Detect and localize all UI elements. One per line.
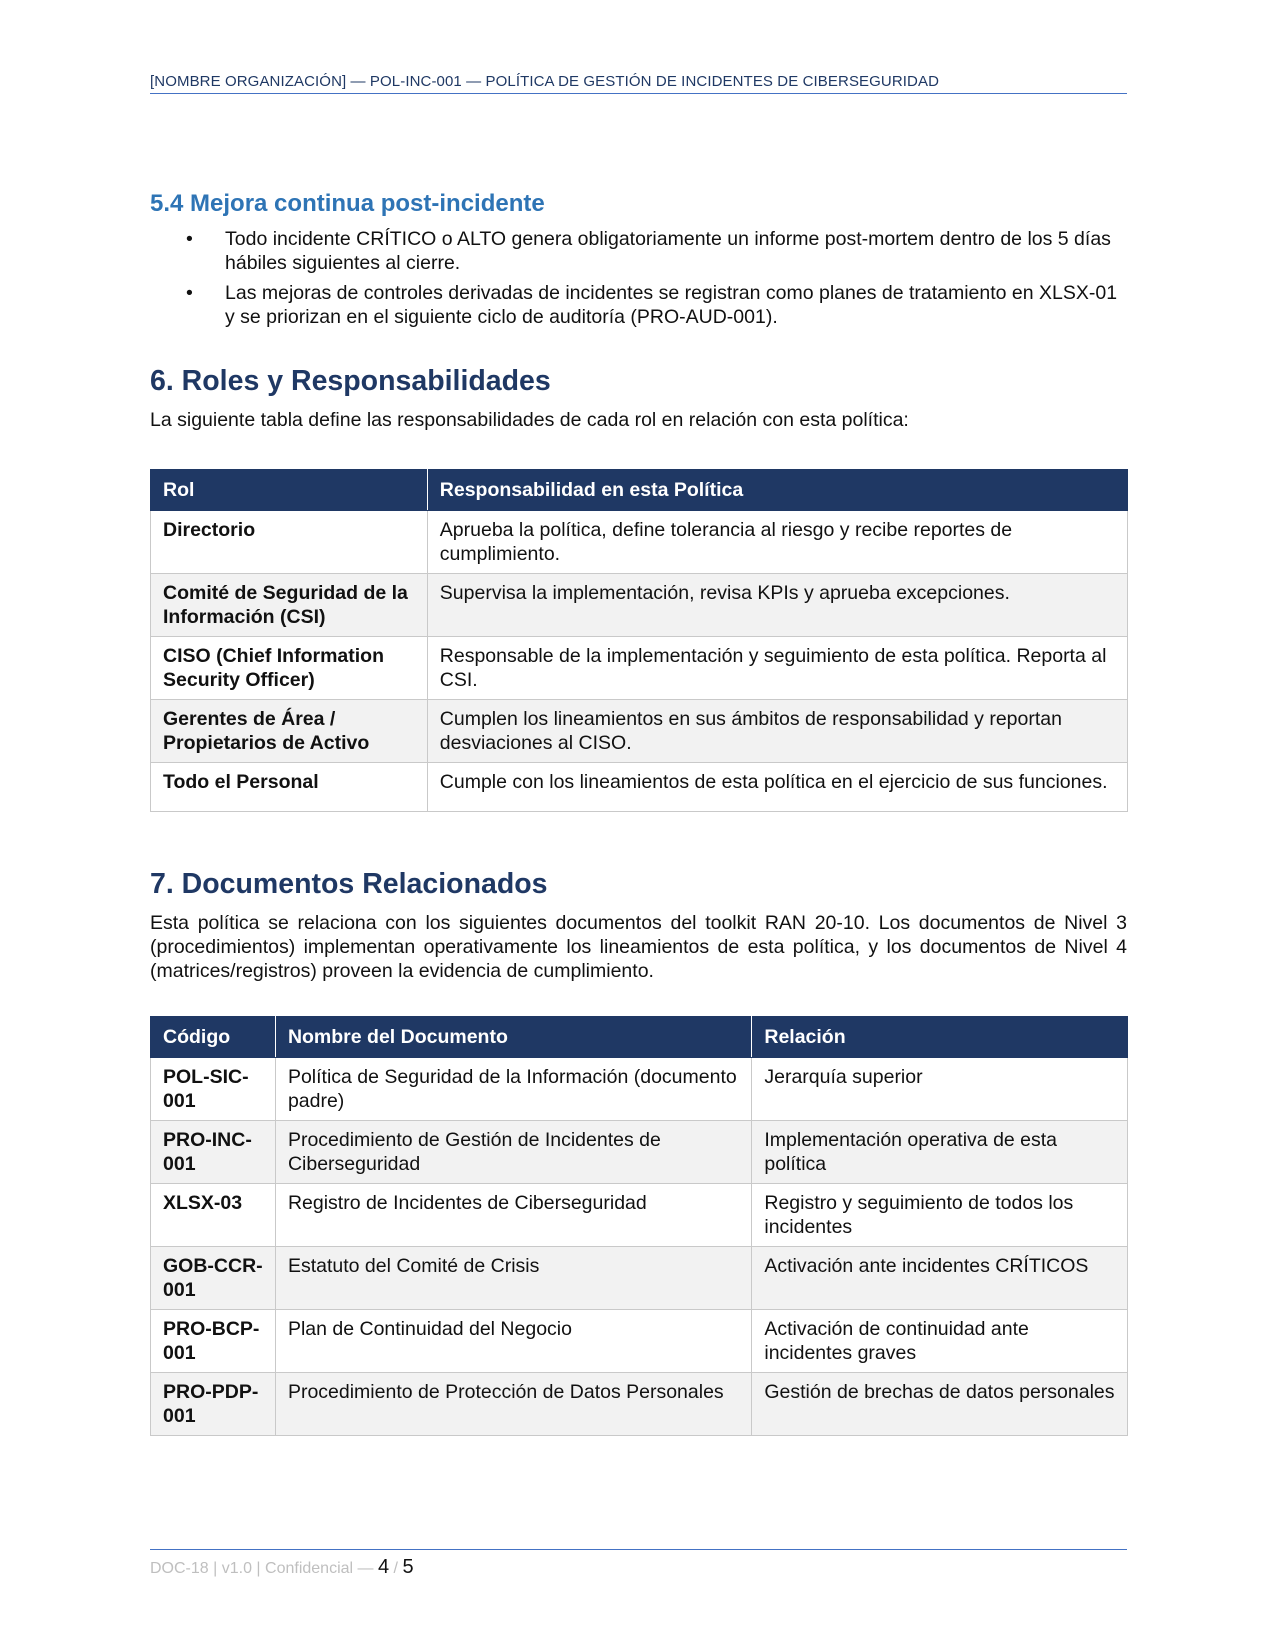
list-item xyxy=(150,227,1127,275)
running-header: [NOMBRE ORGANIZACIÓN] — POL-INC-001 — POLÍTICA DE GESTIÓN DE INCIDENTES DE CIBERSEGURIDAD xyxy=(150,73,1127,94)
section-5-4-title: 5.4 Mejora continua post-incidente xyxy=(150,190,545,217)
doc-name-cell: Procedimiento de Gestión de Incidentes de Ciberseguridad xyxy=(275,1121,751,1184)
footer-divider xyxy=(150,1549,1127,1550)
table-row xyxy=(151,574,1128,637)
list-item xyxy=(150,281,1127,329)
section-7-title: 7. Documentos Relacionados xyxy=(150,868,548,900)
role-cell: Todo el Personal xyxy=(151,763,428,812)
roles-table xyxy=(150,469,1128,812)
role-cell: Gerentes de Área / Propietarios de Activo xyxy=(151,700,428,763)
page-number-total: 5 xyxy=(402,1556,414,1578)
table-header-row xyxy=(151,1017,1128,1058)
table-header-row xyxy=(151,470,1128,511)
responsibility-cell: Responsable de la implementación y seguimiento de esta política. Reporta al CSI. xyxy=(427,637,1127,700)
page-number-separator: / xyxy=(389,1560,403,1577)
role-cell: CISO (Chief Information Security Officer) xyxy=(151,637,428,700)
doc-code-cell: PRO-PDP-001 xyxy=(151,1373,276,1436)
doc-name-cell: Registro de Incidentes de Ciberseguridad xyxy=(275,1184,751,1247)
doc-name-cell: Política de Seguridad de la Información (documento padre) xyxy=(275,1058,751,1121)
doc-relation-cell: Activación de continuidad ante incidentes graves xyxy=(752,1310,1128,1373)
table-row xyxy=(151,1184,1128,1247)
doc-relation-cell: Activación ante incidentes CRÍTICOS xyxy=(752,1247,1128,1310)
section-6-title: 6. Roles y Responsabilidades xyxy=(150,365,551,397)
section-7-intro: Esta política se relaciona con los siguientes documentos del toolkit RAN 20-10. Los documentos de Nivel 3 (procedimientos) implementan operativamente los lineamientos de esta política, y los documentos de Nivel 4 (matrices/registros) proveen la evidencia de cumplimiento. xyxy=(150,912,1127,982)
table-row xyxy=(151,763,1128,812)
table-row xyxy=(151,637,1128,700)
bullet-icon: • xyxy=(186,282,193,304)
responsibility-cell: Cumple con los lineamientos de esta política en el ejercicio de sus funciones. xyxy=(427,763,1127,812)
table-row xyxy=(151,1121,1128,1184)
doc-code-cell: PRO-INC-001 xyxy=(151,1121,276,1184)
responsibility-cell: Aprueba la política, define tolerancia al riesgo y recibe reportes de cumplimiento. xyxy=(427,511,1127,574)
responsibility-cell: Supervisa la implementación, revisa KPIs y aprueba excepciones. xyxy=(427,574,1127,637)
role-cell: Directorio xyxy=(151,511,428,574)
doc-code-cell: POL-SIC-001 xyxy=(151,1058,276,1121)
doc-relation-cell: Jerarquía superior xyxy=(752,1058,1128,1121)
doc-code-cell: XLSX-03 xyxy=(151,1184,276,1247)
doc-name-cell: Plan de Continuidad del Negocio xyxy=(275,1310,751,1373)
table-row xyxy=(151,511,1128,574)
responsibility-cell: Cumplen los lineamientos en sus ámbitos de responsabilidad y reportan desviaciones al CISO. xyxy=(427,700,1127,763)
section-5-4-bullets xyxy=(150,227,1127,335)
bullet-text: Todo incidente CRÍTICO o ALTO genera obligatoriamente un informe post-mortem dentro de los 5 días hábiles siguientes al cierre. xyxy=(225,228,1111,274)
column-header-responsabilidad: Responsabilidad en esta Política xyxy=(427,470,1127,511)
doc-code-cell: GOB-CCR-001 xyxy=(151,1247,276,1310)
footer-doc-info: DOC-18 | v1.0 | Confidencial — xyxy=(150,1560,378,1577)
doc-name-cell: Estatuto del Comité de Crisis xyxy=(275,1247,751,1310)
doc-relation-cell: Implementación operativa de esta política xyxy=(752,1121,1128,1184)
page-number-current: 4 xyxy=(377,1556,390,1578)
table-row xyxy=(151,1310,1128,1373)
role-cell: Comité de Seguridad de la Información (CSI) xyxy=(151,574,428,637)
table-row xyxy=(151,1373,1128,1436)
page-footer xyxy=(150,1556,414,1579)
table-row xyxy=(151,1247,1128,1310)
doc-name-cell: Procedimiento de Protección de Datos Personales xyxy=(275,1373,751,1436)
column-header-codigo: Código xyxy=(151,1017,276,1058)
doc-relation-cell: Registro y seguimiento de todos los incidentes xyxy=(752,1184,1128,1247)
table-row xyxy=(151,1058,1128,1121)
table-row xyxy=(151,700,1128,763)
section-6-intro: La siguiente tabla define las responsabilidades de cada rol en relación con esta política: xyxy=(150,409,909,431)
bullet-text: Las mejoras de controles derivadas de incidentes se registran como planes de tratamiento en XLSX-01 y se priorizan en el siguiente ciclo de auditoría (PRO-AUD-001). xyxy=(225,282,1118,328)
column-header-relacion: Relación xyxy=(752,1017,1128,1058)
column-header-rol: Rol xyxy=(151,470,428,511)
bullet-icon: • xyxy=(186,228,193,250)
related-documents-table xyxy=(150,1016,1128,1436)
doc-relation-cell: Gestión de brechas de datos personales xyxy=(752,1373,1128,1436)
column-header-nombre: Nombre del Documento xyxy=(275,1017,751,1058)
doc-code-cell: PRO-BCP-001 xyxy=(151,1310,276,1373)
